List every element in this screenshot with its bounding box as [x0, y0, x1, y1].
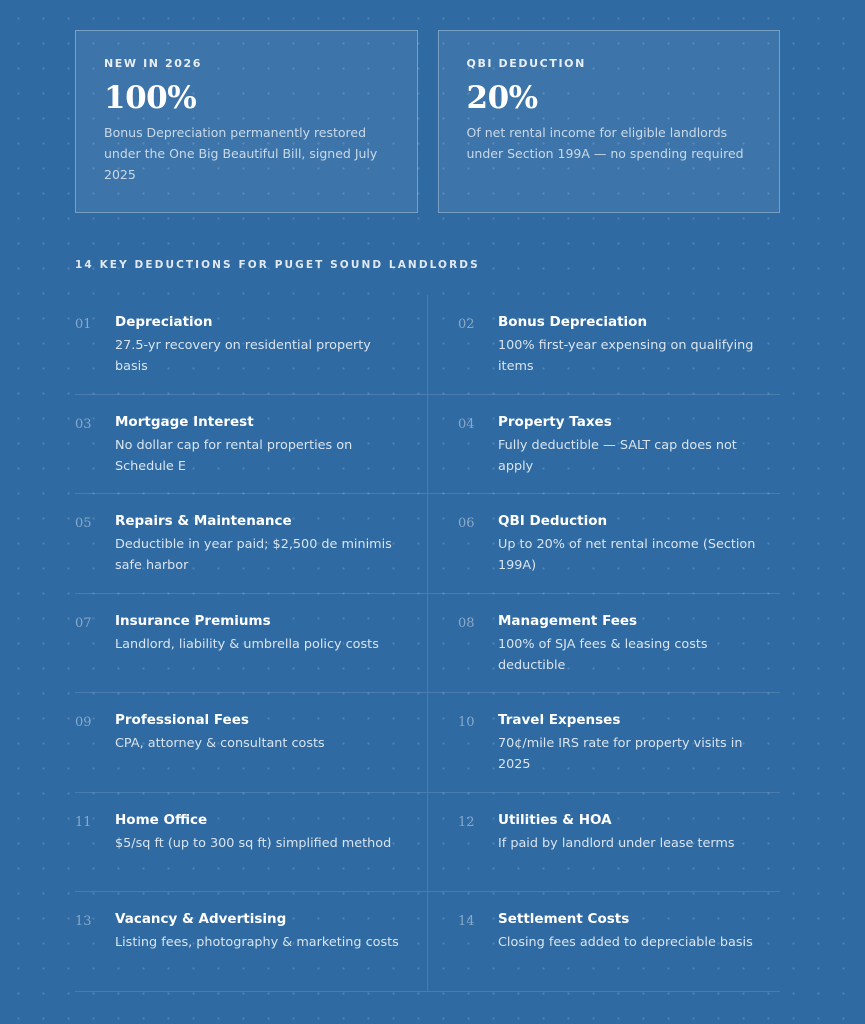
deduction-title: Repairs & Maintenance [115, 513, 292, 529]
stat-kicker: QBI DEDUCTION [466, 57, 586, 70]
deduction-description: 27.5-yr recovery on residential property basis [115, 338, 371, 374]
stat-card-bonus-depreciation [75, 30, 418, 213]
deduction-description: 100% of SJA fees & leasing costs deductible [498, 636, 708, 673]
stat-description: Bonus Depreciation permanently restored under the One Big Beautiful Bill, signed July 2025 [104, 125, 378, 182]
deduction-body [498, 313, 780, 394]
deduction-description: $5/sq ft (up to 300 sq ft) simplified method [115, 835, 392, 851]
deduction-body [115, 313, 427, 394]
deduction-number: 04 [458, 416, 475, 432]
deduction-body [115, 711, 427, 792]
deduction-description: Deductible in year paid; $2,500 de minimis safe harbor [115, 537, 392, 573]
deduction-number: 13 [75, 914, 92, 929]
deduction-title: Mortgage Interest [115, 413, 254, 430]
stat-card-qbi-deduction [438, 30, 781, 213]
stat-kicker: NEW IN 2026 [104, 57, 203, 70]
deduction-body [115, 512, 427, 593]
deduction-item [428, 594, 780, 694]
deduction-body [498, 612, 780, 693]
deduction-title: Home Office [115, 811, 208, 828]
deduction-title: Professional Fees [115, 712, 249, 728]
deduction-item [75, 295, 428, 395]
deduction-number: 05 [75, 516, 92, 531]
deduction-number: 01 [75, 317, 92, 332]
deduction-item [428, 693, 780, 793]
deduction-number: 08 [458, 615, 475, 631]
deduction-item [75, 693, 428, 793]
section-heading: 14 KEY DEDUCTIONS FOR PUGET SOUND LANDLORDS [75, 259, 480, 271]
deduction-body [498, 413, 780, 494]
stat-value: 20% [466, 80, 538, 116]
deduction-number: 03 [75, 416, 92, 432]
deduction-description: Listing fees, photography & marketing costs [115, 935, 399, 950]
deduction-title: Property Taxes [498, 413, 612, 430]
stat-cards [75, 30, 780, 213]
deduction-body [498, 811, 780, 892]
deduction-body [498, 512, 780, 593]
deduction-body [498, 910, 780, 991]
deduction-body [115, 910, 427, 991]
stat-value: 100% [104, 80, 197, 116]
deduction-title: Vacancy & Advertising [115, 911, 287, 927]
deduction-description: CPA, attorney & consultant costs [115, 736, 325, 751]
deduction-body [115, 612, 427, 693]
deduction-description: No dollar cap for rental properties on Schedule E [115, 437, 353, 474]
deduction-title: Settlement Costs [498, 911, 630, 927]
deduction-item [75, 494, 428, 594]
deduction-description: Up to 20% of net rental income (Section 199A) [498, 537, 756, 573]
deduction-item [428, 793, 780, 893]
deduction-item [75, 793, 428, 893]
deduction-item [75, 395, 428, 495]
deduction-title: Utilities & HOA [498, 811, 612, 828]
deduction-number: 14 [458, 914, 475, 929]
deduction-description: 70¢/mile IRS rate for property visits in 2025 [498, 736, 743, 772]
deduction-number: 09 [75, 715, 92, 730]
deduction-description: Fully deductible — SALT cap does not apply [498, 437, 737, 474]
deduction-number: 06 [458, 516, 475, 531]
deductions-grid [75, 295, 780, 992]
deduction-item [428, 395, 780, 495]
deduction-title: Bonus Depreciation [498, 314, 648, 330]
deduction-item [75, 892, 428, 992]
deduction-number: 02 [458, 317, 475, 332]
deduction-item [75, 594, 428, 694]
deduction-item [428, 892, 780, 992]
deduction-title: Insurance Premiums [115, 612, 271, 629]
deduction-body [115, 413, 427, 494]
deduction-body [498, 711, 780, 792]
deduction-number: 12 [458, 814, 475, 830]
deduction-description: Closing fees added to depreciable basis [498, 935, 753, 950]
deduction-body [115, 811, 427, 892]
deduction-description: 100% first-year expensing on qualifying items [498, 338, 754, 374]
deduction-item [428, 295, 780, 395]
stat-description: Of net rental income for eligible landlords under Section 199A — no spending required [466, 125, 744, 161]
deduction-item [428, 494, 780, 594]
deduction-number: 11 [75, 814, 92, 830]
deduction-number: 10 [458, 715, 475, 730]
deduction-description: Landlord, liability & umbrella policy costs [115, 636, 379, 652]
deduction-title: Depreciation [115, 314, 213, 330]
deduction-title: QBI Deduction [498, 513, 608, 529]
deduction-title: Travel Expenses [498, 712, 621, 728]
deduction-number: 07 [75, 615, 92, 631]
deduction-title: Management Fees [498, 612, 638, 629]
deduction-description: If paid by landlord under lease terms [498, 835, 735, 851]
